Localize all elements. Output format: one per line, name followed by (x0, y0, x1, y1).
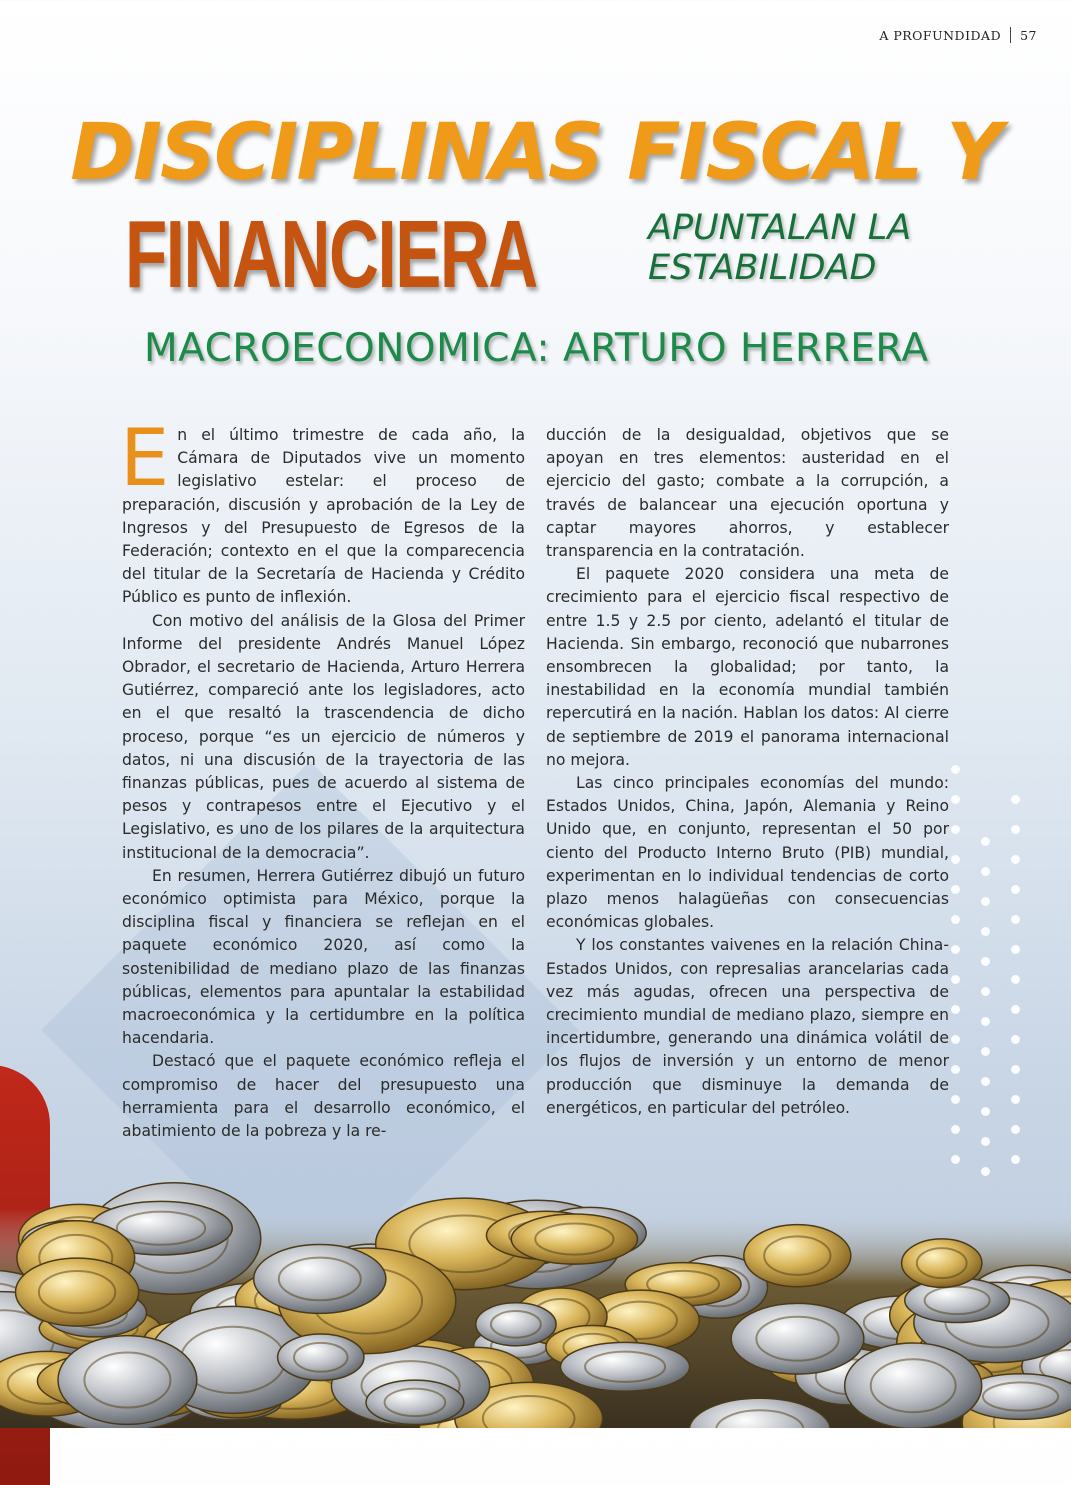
dot (981, 1107, 990, 1116)
article-column-left (120, 414, 525, 1143)
coin (561, 1342, 690, 1391)
coin (254, 1245, 386, 1314)
coin (744, 1225, 851, 1287)
title-line-3: MACROECONOMICA: ARTURO HERRERA (144, 326, 929, 371)
dot (981, 1137, 990, 1146)
coin (511, 1214, 637, 1264)
coin (902, 1239, 982, 1287)
dot (1011, 1125, 1020, 1134)
dot (1011, 1155, 1020, 1164)
dot (1011, 945, 1020, 954)
dot (951, 1155, 960, 1164)
paragraph: Con motivo del análisis de la Glosa del Primer Informe del presidente Andrés Manuel López Obrador, el secretario de Hacienda, Arturo Herrera Gutiérrez, compareció ante los legisladores, acto en el que resaltó la trascendencia de dicho proceso, porque “es un ejercicio de números y datos, ni una discusión de la trayectoria de las finanzas públicas, pues de acuerdo al sistema de pesos y contrapesos entre el Ejecutivo y el Legislativo, es uno de los pilares de la arquitectura institucional de la democracia”. (122, 611, 525, 862)
coin (15, 1258, 138, 1326)
coin (278, 1334, 364, 1381)
article-column-right (546, 424, 949, 1120)
paragraph: ducción de la desigualdad, objetivos que se apoyan en tres elementos: austeridad en el ejercicio del gasto; combate a la corrupción, a través de balancear una ejecución oportuna y captar mayores ahorros, y establecer transparencia en la contratación. (546, 426, 949, 561)
drop-cap: E (120, 414, 170, 504)
dot (981, 867, 990, 876)
dot (981, 927, 990, 936)
paragraph: Las cinco principales economías del mundo: Estados Unidos, China, Japón, Alemania y Reino Unido que, en conjunto, representan el 50 por ciento del Producto Interno Bruto (PIB) mundial, experimentan en lo individual tendencias de corto plazo menos halagüeñas con consecuencias económicas globales. (546, 774, 949, 932)
dot (1011, 1005, 1020, 1014)
paragraph-text: n el último trimestre de cada año, la Cámara de Diputados vive un momento legislativo estelar: el proceso de preparación, discusión y aprobación de la Ley de Ingresos y del Presupuesto de Egresos de la Federación; contexto en el que la comparecencia del titular de la Secretaría de Hacienda y Crédito Público es punto de inflexión. (122, 426, 525, 607)
dot (981, 1047, 990, 1056)
dot (981, 1077, 990, 1086)
dot (951, 1035, 960, 1044)
title-line-1: DISCIPLINAS FISCAL Y (70, 108, 1001, 198)
coin (731, 1303, 864, 1374)
dot (951, 1065, 960, 1074)
dot (1011, 855, 1020, 864)
dot (951, 795, 960, 804)
dot (981, 957, 990, 966)
dot (981, 987, 990, 996)
dot (951, 885, 960, 894)
paragraph (120, 414, 525, 610)
dot (1011, 825, 1020, 834)
coin (845, 1343, 982, 1428)
title-subtitle-b: ESTABILIDAD (648, 248, 877, 288)
page-header (879, 27, 1037, 43)
coins-image (0, 1168, 1071, 1428)
page-number: 57 (1020, 27, 1037, 43)
dot (951, 975, 960, 984)
decorative-dots (951, 765, 1041, 1185)
dot (981, 837, 990, 846)
header-separator (1010, 27, 1011, 43)
dot (1011, 885, 1020, 894)
dot (951, 915, 960, 924)
title-line-2: FINANCIERA (125, 201, 537, 308)
dot (1011, 795, 1020, 804)
dot (981, 897, 990, 906)
dot (1011, 1065, 1020, 1074)
paragraph: Y los constantes vaivenes en la relación China-Estados Unidos, con represalias arancelarias cada vez más agudas, ofrecen una perspectiva de crecimiento mundial de mediano plazo, siempre en incertidumbre, generando una dinámica volátil de los flujos de inversión y un entorno de menor producción que disminuye la demanda de energéticos, en particular del petróleo. (546, 936, 949, 1117)
coin (366, 1380, 464, 1424)
dot (1011, 1035, 1020, 1044)
coin (476, 1303, 556, 1346)
dot (1011, 1095, 1020, 1104)
dot (1011, 915, 1020, 924)
paragraph: En resumen, Herrera Gutiérrez dibujó un futuro económico optimista para México, porque la disciplina fiscal y financiera se reflejan en el paquete económico 2020, así como la sostenibilidad de mediano plazo de las finanzas públicas, elementos para apuntalar la estabilidad macroeconómica y la certidumbre en la política hacendaria. (122, 866, 525, 1048)
coin (58, 1336, 197, 1425)
dot (951, 945, 960, 954)
dot (951, 1125, 960, 1134)
dot (951, 855, 960, 864)
dot (1011, 975, 1020, 984)
dot (951, 1005, 960, 1014)
dot (951, 765, 960, 774)
title-subtitle (648, 208, 988, 288)
paragraph: El paquete 2020 considera una meta de crecimiento para el ejercicio fiscal respectivo de entre 1.5 y 2.5 por ciento, adelantó el titular de Hacienda. Sin embargo, reconoció que nubarrones ensombrecen la globalidad; por tanto, la inestabilidad en la economía mundial también repercutirá en la nación. Hablan los datos: Al cierre de septiembre de 2019 el panorama internacional no mejora. (546, 565, 949, 769)
dot (951, 1095, 960, 1104)
paragraph: Destacó que el paquete económico refleja el compromiso de hacer del presupuesto una herramienta para el desarrollo económico, el abatimiento de la pobreza y la re- (122, 1052, 525, 1141)
section-label: A PROFUNDIDAD (879, 27, 1002, 43)
dot (981, 1017, 990, 1026)
title-subtitle-a: APUNTALAN LA (648, 208, 912, 248)
dot (951, 825, 960, 834)
